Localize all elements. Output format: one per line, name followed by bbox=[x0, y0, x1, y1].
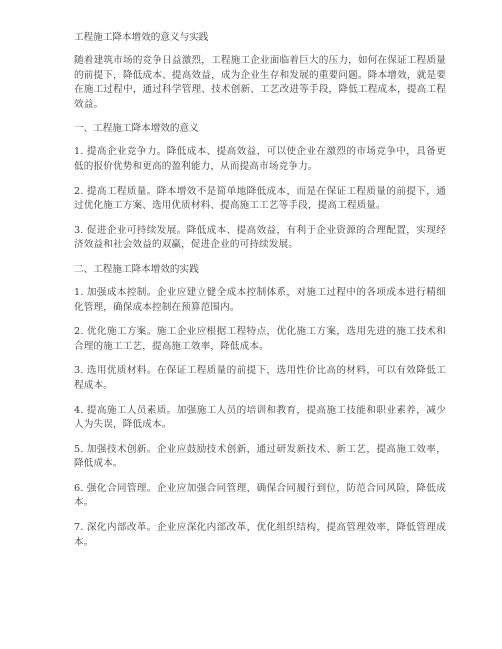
list-item: 1. 加强成本控制。企业应建立健全成本控制体系，对施工过程中的各项成本进行精细化管理，确保成本控制在预算范围内。 bbox=[74, 286, 446, 313]
section-heading-practice: 二、工程施工降本增效的实践 bbox=[74, 263, 199, 275]
section-heading-significance: 一、工程施工降本增效的意义 bbox=[74, 123, 199, 135]
list-item: 3. 促进企业可持续发展。降低成本、提高效益，有利于企业资源的合理配置，实现经济效益和社会效益的双赢，促进企业的可持续发展。 bbox=[74, 224, 446, 251]
list-item: 3. 选用优质材料。在保证工程质量的前提下，选用性价比高的材料，可以有效降低工程成本。 bbox=[74, 365, 446, 391]
list-item: 4. 提高施工人员素质。加强施工人员的培训和教育，提高施工技能和职业素养，减少人为失误，降低成本。 bbox=[74, 404, 446, 431]
list-item: 7. 深化内部改革。企业应深化内部改革，优化组织结构，提高管理效率，降低管理成本。 bbox=[74, 522, 446, 548]
document-page bbox=[74, 31, 446, 560]
list-item: 2. 优化施工方案。施工企业应根据工程特点，优化施工方案，选用先进的施工技术和合理的施工工艺，提高施工效率，降低成本。 bbox=[74, 326, 446, 352]
list-item: 6. 强化合同管理。企业应加强合同管理，确保合同履行到位，防范合同风险，降低成本。 bbox=[74, 482, 446, 509]
list-item: 5. 加强技术创新。企业应鼓励技术创新，通过研发新技术、新工艺，提高施工效率，降低成本。 bbox=[74, 443, 446, 470]
list-item: 2. 提高工程质量。降本增效不是简单地降低成本，而是在保证工程质量的前提下，通过优化施工方案、选用优质材料、提高施工工艺等手段，提高工程质量。 bbox=[74, 185, 446, 212]
intro-paragraph: 随着建筑市场的竞争日益激烈，工程施工企业面临着巨大的压力，如何在保证工程质量的前提下，降低成本、提高效益，成为企业生存和发展的重要问题。降本增效，就是要在施工过程中，通过科学管理、技术创新、工艺改进等手段，降低工程成本，提高工程效益。 bbox=[74, 55, 446, 110]
list-item: 1. 提高企业竞争力。降低成本、提高效益，可以使企业在激烈的市场竞争中，具备更低的报价优势和更高的盈利能力，从而提高市场竞争力。 bbox=[74, 146, 446, 172]
document-title: 工程施工降本增效的意义与实践 bbox=[74, 32, 209, 43]
